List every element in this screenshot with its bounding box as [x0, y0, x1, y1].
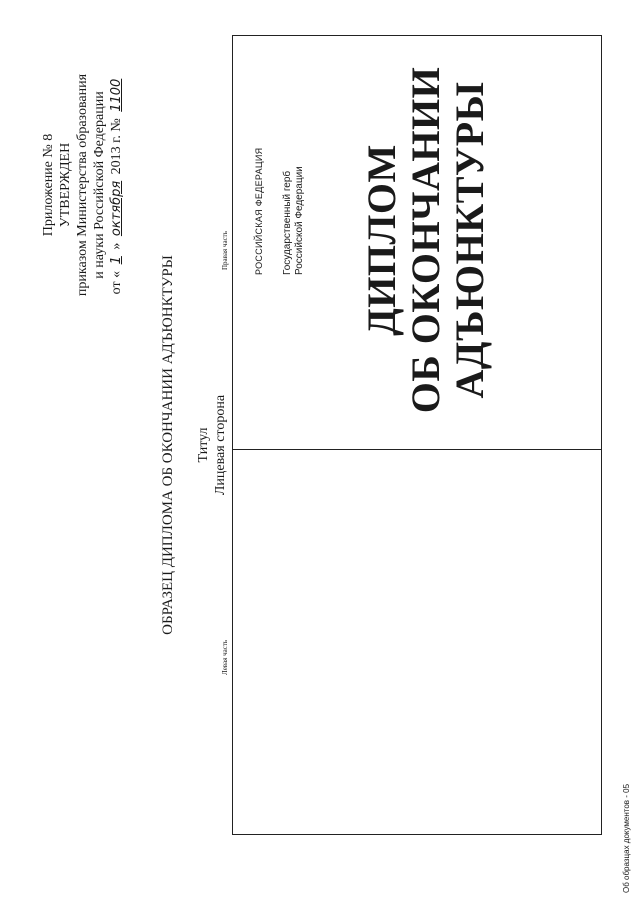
document-subtitle — [195, 365, 229, 525]
order-line-1: приказом Министерства образования — [75, 73, 90, 297]
diploma-title-line-1: ДИПЛОМ — [359, 144, 404, 336]
approval-block — [40, 35, 125, 335]
right-part-label: Правая часть — [221, 231, 229, 270]
date-month: октября — [109, 180, 124, 237]
order-number: 1100 — [109, 78, 124, 112]
diploma-title — [360, 50, 492, 430]
document-title: ОБРАЗЕЦ ДИПЛОМА ОБ ОКОНЧАНИИ АДЪЮНКТУРЫ — [160, 255, 176, 635]
subtitle-title-page: Титул — [196, 427, 211, 463]
diploma-title-line-2: ОБ ОКОНЧАНИИ — [403, 66, 448, 414]
left-part-label: Левая часть — [221, 639, 229, 675]
approved-label: УТВЕРЖДЕН — [58, 142, 73, 228]
date-prefix: от « — [109, 270, 124, 295]
frame-divider — [232, 449, 602, 450]
page-footer: Об образцах документов - 05 — [622, 783, 631, 893]
appendix-number: Приложение № 8 — [41, 133, 56, 237]
date-mid: » — [109, 242, 124, 250]
order-date-line — [108, 35, 125, 335]
diploma-title-line-3: АДЪЮНКТУРЫ — [447, 81, 492, 399]
order-line-2: и науки Российской Федерации — [92, 91, 107, 279]
date-year: 2013 г. № — [109, 118, 124, 175]
emblem-line-1: Государственный герб — [282, 170, 293, 275]
date-day: 1 — [109, 256, 124, 265]
emblem-line-2: Российской Федерации — [294, 166, 305, 275]
country-name: РОССИЙСКАЯ ФЕДЕРАЦИЯ — [254, 147, 264, 275]
emblem-placeholder — [282, 166, 306, 275]
subtitle-front-side: Лицевая сторона — [213, 394, 228, 496]
